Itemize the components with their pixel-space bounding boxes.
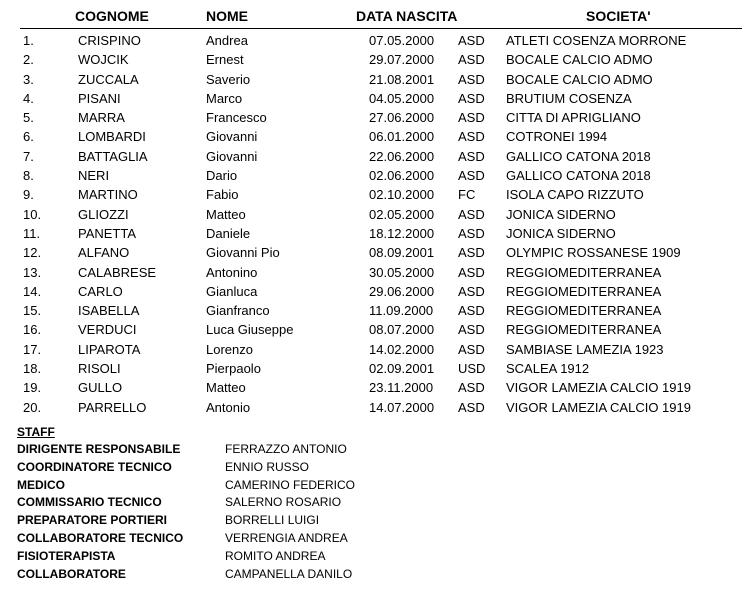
player-nome: Antonino bbox=[206, 264, 258, 280]
player-societa-tipo: ASD bbox=[458, 322, 485, 338]
table-row bbox=[0, 166, 744, 185]
players-table bbox=[0, 31, 744, 417]
table-row bbox=[0, 147, 744, 166]
player-number: 19. bbox=[23, 380, 42, 396]
player-data-nascita: 29.07.2000 bbox=[369, 52, 435, 68]
staff-role: COLLABORATORE bbox=[17, 566, 126, 581]
player-nome: Gianfranco bbox=[206, 303, 270, 319]
player-societa-tipo: USD bbox=[458, 361, 486, 377]
header-nome: NOME bbox=[206, 8, 248, 24]
player-data-nascita: 08.07.2000 bbox=[369, 322, 435, 338]
player-data-nascita: 02.06.2000 bbox=[369, 168, 435, 184]
player-cognome: ZUCCALA bbox=[78, 71, 139, 87]
player-societa-tipo: ASD bbox=[458, 283, 485, 299]
staff-role: PREPARATORE PORTIERI bbox=[17, 513, 168, 528]
table-row bbox=[0, 31, 744, 50]
player-nome: Antonio bbox=[206, 399, 251, 415]
player-data-nascita: 06.01.2000 bbox=[369, 129, 435, 145]
player-nome: Matteo bbox=[206, 380, 246, 396]
table-row bbox=[0, 282, 744, 301]
player-nome: Saverio bbox=[206, 71, 251, 87]
player-societa-tipo: ASD bbox=[458, 110, 485, 126]
header-data-nascita: DATA NASCITA bbox=[356, 8, 458, 24]
player-societa: BRUTIUM COSENZA bbox=[506, 90, 632, 106]
player-nome: Daniele bbox=[206, 225, 251, 241]
player-nome: Marco bbox=[206, 90, 243, 106]
player-societa: JONICA SIDERNO bbox=[506, 225, 616, 241]
staff-row bbox=[17, 459, 737, 477]
player-data-nascita: 30.05.2000 bbox=[369, 264, 435, 280]
player-societa: GALLICO CATONA 2018 bbox=[506, 148, 651, 164]
player-societa-tipo: FC bbox=[458, 187, 476, 203]
player-number: 3. bbox=[23, 71, 34, 87]
staff-section bbox=[17, 423, 737, 583]
player-cognome: BATTAGLIA bbox=[78, 148, 148, 164]
player-cognome: LOMBARDI bbox=[78, 129, 146, 145]
player-nome: Luca Giuseppe bbox=[206, 322, 294, 338]
table-row bbox=[0, 340, 744, 359]
player-cognome: VERDUCI bbox=[78, 322, 137, 338]
staff-role: MEDICO bbox=[17, 477, 65, 492]
player-data-nascita: 07.05.2000 bbox=[369, 33, 435, 48]
player-societa-tipo: ASD bbox=[458, 206, 485, 222]
table-row bbox=[0, 378, 744, 397]
player-cognome: PISANI bbox=[78, 90, 121, 106]
staff-row bbox=[17, 441, 737, 459]
player-societa-tipo: ASD bbox=[458, 264, 485, 280]
header-societa: SOCIETA' bbox=[586, 8, 651, 24]
table-row bbox=[0, 50, 744, 69]
player-data-nascita: 11.09.2000 bbox=[369, 303, 434, 319]
header-cognome: COGNOME bbox=[75, 8, 149, 24]
player-nome: Pierpaolo bbox=[206, 361, 261, 377]
player-societa: JONICA SIDERNO bbox=[506, 206, 616, 222]
player-data-nascita: 04.05.2000 bbox=[369, 90, 435, 106]
player-number: 1. bbox=[23, 33, 34, 48]
staff-name: SALERNO ROSARIO bbox=[225, 495, 342, 510]
player-societa: BOCALE CALCIO ADMO bbox=[506, 71, 653, 87]
player-nome: Gianluca bbox=[206, 283, 258, 299]
table-row bbox=[0, 70, 744, 89]
staff-name: ROMITO ANDREA bbox=[225, 548, 326, 563]
player-number: 17. bbox=[23, 341, 42, 357]
staff-name: ENNIO RUSSO bbox=[225, 459, 310, 474]
player-societa-tipo: ASD bbox=[458, 341, 485, 357]
player-number: 8. bbox=[23, 168, 34, 184]
player-number: 6. bbox=[23, 129, 34, 145]
table-row bbox=[0, 243, 744, 262]
player-number: 13. bbox=[23, 264, 42, 280]
player-nome: Matteo bbox=[206, 206, 246, 222]
table-header bbox=[0, 8, 744, 26]
player-cognome: CALABRESE bbox=[78, 264, 157, 280]
table-row bbox=[0, 108, 744, 127]
player-societa-tipo: ASD bbox=[458, 303, 485, 319]
player-number: 9. bbox=[23, 187, 34, 203]
player-societa-tipo: ASD bbox=[458, 245, 485, 261]
player-cognome: GULLO bbox=[78, 380, 123, 396]
player-number: 20. bbox=[23, 399, 42, 415]
player-cognome: MARTINO bbox=[78, 187, 138, 203]
table-row bbox=[0, 185, 744, 204]
player-societa: GALLICO CATONA 2018 bbox=[506, 168, 651, 184]
player-societa: VIGOR LAMEZIA CALCIO 1919 bbox=[506, 380, 691, 396]
table-row bbox=[0, 359, 744, 378]
table-row bbox=[0, 320, 744, 339]
player-data-nascita: 29.06.2000 bbox=[369, 283, 435, 299]
player-societa: ATLETI COSENZA MORRONE bbox=[506, 33, 687, 48]
player-cognome: CRISPINO bbox=[78, 33, 141, 48]
player-number: 14. bbox=[23, 283, 42, 299]
staff-role: COLLABORATORE TECNICO bbox=[17, 530, 184, 545]
table-row bbox=[0, 89, 744, 108]
player-cognome: ISABELLA bbox=[78, 303, 140, 319]
staff-row bbox=[17, 477, 737, 495]
player-nome: Dario bbox=[206, 168, 238, 184]
player-nome: Fabio bbox=[206, 187, 239, 203]
player-cognome: GLIOZZI bbox=[78, 206, 129, 222]
player-societa-tipo: ASD bbox=[458, 33, 485, 48]
player-nome: Francesco bbox=[206, 110, 267, 126]
player-number: 7. bbox=[23, 148, 34, 164]
player-societa: REGGIOMEDITERRANEA bbox=[506, 303, 662, 319]
player-societa-tipo: ASD bbox=[458, 129, 485, 145]
player-number: 18. bbox=[23, 361, 42, 377]
staff-row bbox=[17, 566, 737, 584]
player-nome: Giovanni Pio bbox=[206, 245, 280, 261]
table-row bbox=[0, 263, 744, 282]
player-number: 16. bbox=[23, 322, 42, 338]
player-societa: BOCALE CALCIO ADMO bbox=[506, 52, 653, 68]
player-societa-tipo: ASD bbox=[458, 380, 485, 396]
player-societa: COTRONEI 1994 bbox=[506, 129, 608, 145]
table-row bbox=[0, 127, 744, 146]
table-row bbox=[0, 224, 744, 243]
player-data-nascita: 02.09.2001 bbox=[369, 361, 435, 377]
staff-role: FISIOTERAPISTA bbox=[17, 548, 116, 563]
player-societa: CITTA DI APRIGLIANO bbox=[506, 110, 641, 126]
player-number: 4. bbox=[23, 90, 34, 106]
player-data-nascita: 23.11.2000 bbox=[369, 380, 434, 396]
player-cognome: RISOLI bbox=[78, 361, 121, 377]
player-number: 15. bbox=[23, 303, 42, 319]
staff-title: STAFF bbox=[17, 425, 55, 439]
player-societa: VIGOR LAMEZIA CALCIO 1919 bbox=[506, 399, 691, 415]
staff-row bbox=[17, 512, 737, 530]
player-societa: OLYMPIC ROSSANESE 1909 bbox=[506, 245, 681, 261]
player-number: 2. bbox=[23, 52, 34, 68]
player-societa-tipo: ASD bbox=[458, 225, 485, 241]
header-divider bbox=[20, 28, 742, 29]
player-cognome: WOJCIK bbox=[78, 52, 129, 68]
table-row bbox=[0, 205, 744, 224]
player-cognome: ALFANO bbox=[78, 245, 130, 261]
player-cognome: PARRELLO bbox=[78, 399, 147, 415]
player-societa-tipo: ASD bbox=[458, 399, 485, 415]
staff-role: DIRIGENTE RESPONSABILE bbox=[17, 442, 181, 456]
player-nome: Giovanni bbox=[206, 148, 258, 164]
player-societa: SAMBIASE LAMEZIA 1923 bbox=[506, 341, 664, 357]
player-data-nascita: 18.12.2000 bbox=[369, 225, 435, 241]
player-societa: SCALEA 1912 bbox=[506, 361, 590, 377]
player-societa-tipo: ASD bbox=[458, 52, 485, 68]
player-data-nascita: 21.08.2001 bbox=[369, 71, 435, 87]
player-nome: Lorenzo bbox=[206, 341, 253, 357]
player-number: 5. bbox=[23, 110, 34, 126]
player-data-nascita: 27.06.2000 bbox=[369, 110, 435, 126]
player-cognome: NERI bbox=[78, 168, 110, 184]
player-societa: REGGIOMEDITERRANEA bbox=[506, 322, 662, 338]
player-nome: Giovanni bbox=[206, 129, 258, 145]
staff-name: CAMPANELLA DANILO bbox=[225, 566, 353, 581]
player-data-nascita: 14.02.2000 bbox=[369, 341, 435, 357]
player-cognome: LIPAROTA bbox=[78, 341, 141, 357]
player-societa-tipo: ASD bbox=[458, 71, 485, 87]
player-societa-tipo: ASD bbox=[458, 168, 485, 184]
player-data-nascita: 08.09.2001 bbox=[369, 245, 435, 261]
staff-role: COMMISSARIO TECNICO bbox=[17, 495, 162, 510]
player-data-nascita: 02.05.2000 bbox=[369, 206, 435, 222]
player-data-nascita: 22.06.2000 bbox=[369, 148, 435, 164]
staff-row bbox=[17, 494, 737, 512]
staff-row bbox=[17, 530, 737, 548]
table-row bbox=[0, 398, 744, 417]
player-data-nascita: 14.07.2000 bbox=[369, 399, 435, 415]
staff-name: FERRAZZO ANTONIO bbox=[225, 442, 347, 456]
staff-name: VERRENGIA ANDREA bbox=[225, 530, 348, 545]
player-societa-tipo: ASD bbox=[458, 90, 485, 106]
table-row bbox=[0, 301, 744, 320]
player-societa: REGGIOMEDITERRANEA bbox=[506, 283, 662, 299]
player-nome: Andrea bbox=[206, 33, 248, 48]
player-number: 11. bbox=[23, 225, 41, 241]
player-societa: ISOLA CAPO RIZZUTO bbox=[506, 187, 644, 203]
staff-row bbox=[17, 548, 737, 566]
player-nome: Ernest bbox=[206, 52, 244, 68]
player-cognome: PANETTA bbox=[78, 225, 137, 241]
player-societa: REGGIOMEDITERRANEA bbox=[506, 264, 662, 280]
staff-name: CAMERINO FEDERICO bbox=[225, 477, 356, 492]
player-cognome: CARLO bbox=[78, 283, 123, 299]
player-cognome: MARRA bbox=[78, 110, 125, 126]
player-societa-tipo: ASD bbox=[458, 148, 485, 164]
staff-role: COORDINATORE TECNICO bbox=[17, 459, 172, 474]
player-number: 10. bbox=[23, 206, 42, 222]
player-number: 12. bbox=[23, 245, 42, 261]
player-data-nascita: 02.10.2000 bbox=[369, 187, 435, 203]
staff-name: BORRELLI LUIGI bbox=[225, 513, 320, 528]
